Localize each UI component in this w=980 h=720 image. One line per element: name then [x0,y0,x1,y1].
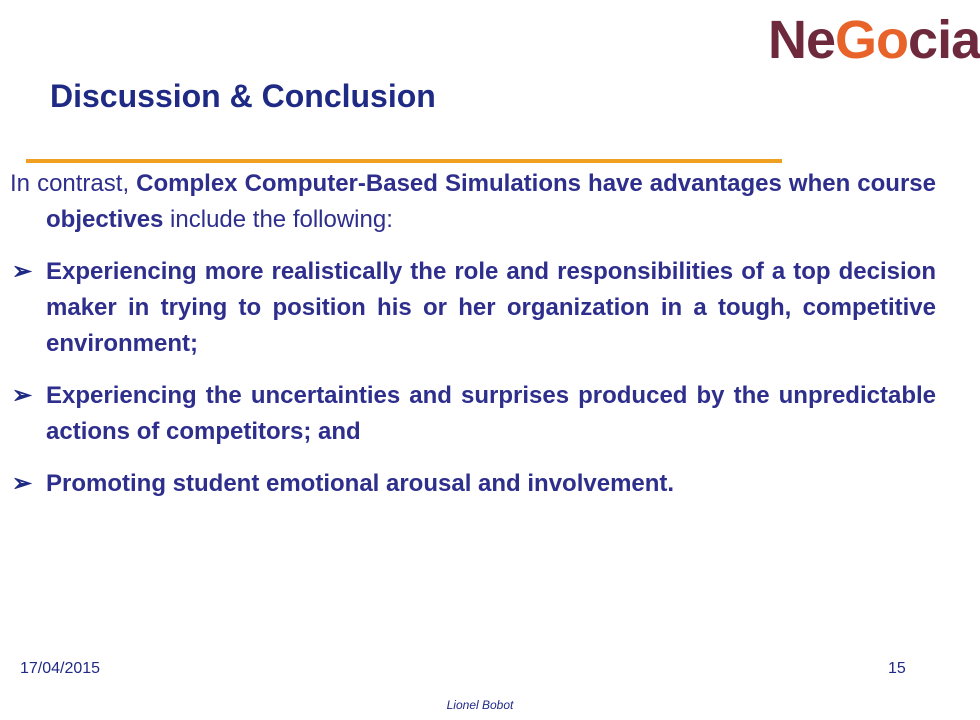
bullet-text: Experiencing more realistically the role and responsibilities of a top decision maker in trying to position his or her organization in a tough, competitive environment; [46,258,936,357]
bullet-item [10,254,936,362]
slide-title: Discussion & Conclusion [50,78,436,114]
author-name: Lionel Bobot [446,698,514,712]
intro-bold-text: Complex Computer-Based Simulations have advantages when course objectives [46,170,936,233]
logo-prefix: Ne [768,10,836,70]
negocia-logo [768,10,980,70]
bullet-text: Promoting student emotional arousal and involvement. [46,470,675,497]
intro-text: In contrast, [10,170,137,197]
footer-date: 17/04/2015 [20,660,101,677]
title-underline [26,159,782,163]
bullet-item [10,378,936,450]
logo-highlight: Go [835,10,909,70]
intro-paragraph [10,166,936,238]
bullet-item [10,466,936,502]
intro-text-end: include the following: [163,206,393,233]
page-number: 15 [888,660,906,677]
arrow-bullet-icon: ➢ [12,382,33,409]
bullet-text: Experiencing the uncertainties and surprises produced by the unpredictable actions of competitors; and [46,382,936,445]
slide-content [10,166,936,518]
arrow-bullet-icon: ➢ [12,258,33,285]
logo-suffix: cia [908,10,980,70]
arrow-bullet-icon: ➢ [12,470,33,497]
